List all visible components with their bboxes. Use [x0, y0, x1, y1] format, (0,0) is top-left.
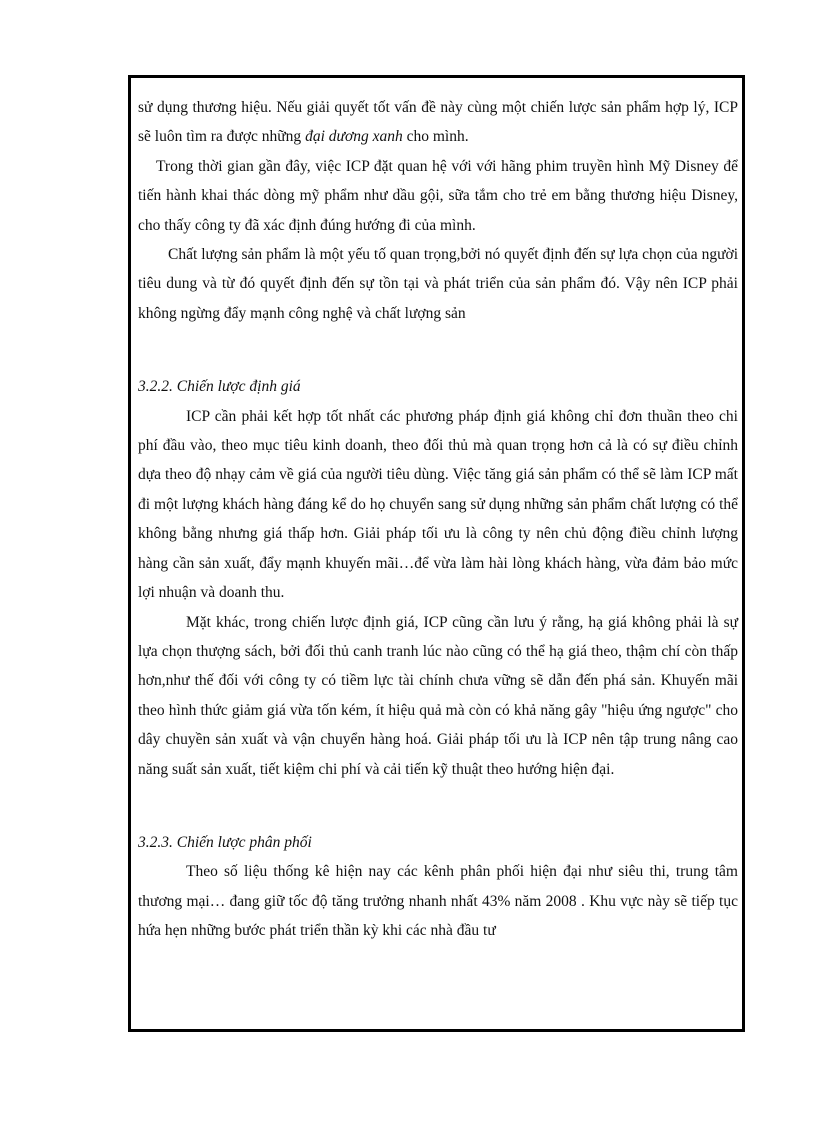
paragraph-text: cho mình.	[402, 128, 469, 146]
page-border-frame	[128, 75, 745, 1032]
paragraph-brand-strategy	[138, 93, 738, 152]
paragraph-text: sử dụng thương hiệu. Nếu giải quyết tốt vấn đề này cùng một chiến lược sản phẩm hợp lý, ICP sẽ luôn tìm ra được những	[138, 99, 738, 146]
paragraph-pricing-2: Mặt khác, trong chiến lược định giá, ICP cũng cần lưu ý rằng, hạ giá không phải là sự lựa chọn thượng sách, bởi đối thủ canh tranh lúc nào cũng có thể hạ giá theo, thậm chí còn thấp hơn,như thế đối với công ty có tiềm lực tài chính chưa vững sẽ dẫn đến phá sản. Khuyến mãi theo hình thức giảm giá vừa tốn kém, ít hiệu quả mà còn có khả năng gây "hiệu ứng ngược" cho dây chuyền sản xuất và vận chuyển hàng hoá. Giải pháp tối ưu là ICP nên tập trung nâng cao năng suất sản xuất, tiết kiệm chi phí và cải tiến kỹ thuật theo hướng hiện đại.	[138, 613, 738, 778]
emphasis-blue-ocean: đại dương xanh	[305, 128, 403, 146]
paragraph-product-quality: Chất lượng sản phẩm là một yếu tố quan trọng,bởi nó quyết định đến sự lựa chọn của người tiêu dung và từ đó quyết định đến sự tồn tại và phát triển của sản phẩm đó. Vậy nên ICP phải không ngừng đẩy mạnh công nghệ và chất lượng sản	[138, 246, 738, 322]
section-spacer	[138, 784, 738, 828]
section-spacer	[138, 328, 738, 372]
paragraph-disney: Trong thời gian gần đây, việc ICP đặt quan hệ với với hãng phim truyền hình Mỹ Disney để tiến hành khai thác dòng mỹ phẩm như dầu gội, sữa tắm cho trẻ em bằng thương hiệu Disney, cho thấy công ty đã xác định đúng hướng đi của mình.	[138, 157, 738, 234]
section-heading-distribution: 3.2.3. Chiến lược phân phối	[138, 833, 312, 851]
paragraph-pricing-1: ICP cần phải kết hợp tốt nhất các phương pháp định giá không chỉ đơn thuần theo chi phí đầu vào, theo mục tiêu kinh doanh, theo đối thủ mà quan trọng hơn cả là có sự điều chỉnh dựa theo độ nhạy cảm về giá của người tiêu dùng. Việc tăng giá sản phẩm có thể sẽ làm ICP mất đi một lượng khách hàng đáng kể do họ chuyển sang sử dụng những sản phẩm chất lượng có thể không bằng nhưng giá thấp hơn. Giải pháp tối ưu là công ty nên chủ động điều chỉnh lượng hàng cần sản xuất, đẩy mạnh khuyến mãi…để vừa làm hài lòng khách hàng, vừa đảm bảo mức lợi nhuận và doanh thu.	[138, 407, 738, 602]
paragraph-distribution-1: Theo số liệu thống kê hiện nay các kênh phân phối hiện đại như siêu thi, trung tâm thương mại… đang giữ tốc độ tăng trưởng nhanh nhất 43% năm 2008 . Khu vực này sẽ tiếp tục hứa hẹn những bước phát triển thần kỳ khi các nhà đầu tư	[138, 863, 738, 940]
section-heading-pricing: 3.2.2. Chiến lược định giá	[138, 378, 301, 396]
document-body	[138, 93, 738, 946]
